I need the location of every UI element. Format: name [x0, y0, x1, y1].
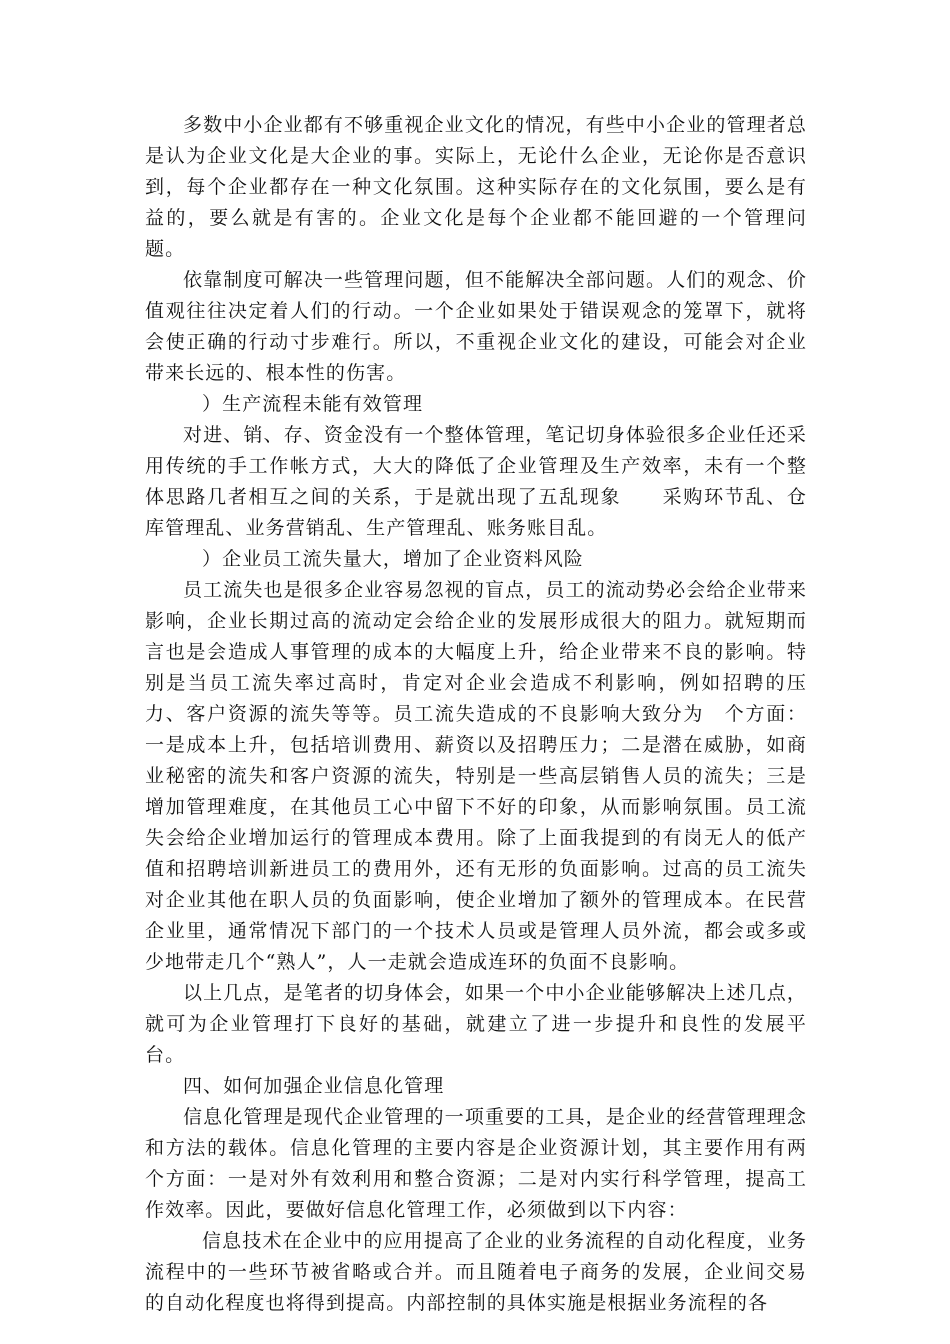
- paragraph-turnover-impact: 员工流失也是很多企业容易忽视的盲点，员工的流动势必会给企业带来影响，企业长期过高的流动定会给企业的发展形成很大的阻力。就短期而言也是会造成人事管理的成本的大幅度上升，给企业带来不良的影响。特别是当员工流失率过高时，肯定对企业会造成不利影响，例如招聘的压力、客户资源的流失等等。员工流失造成的不良影响大致分为 个方面：一是成本上升，包括培训费用、薪资以及招聘压力；二是潜在威胁，如商业秘密的流失和客户资源的流失，特别是一些高层销售人员的流失；三是增加管理难度，在其他员工心中留下不好的印象，从而影响氛围。员工流失会给企业增加运行的管理成本费用。除了上面我提到的有岗无人的低产值和招聘培训新进员工的费用外，还有无形的负面影响。过高的员工流失对企业其他在职人员的负面影响，使企业增加了额外的管理成本。在民营企业里，通常情况下部门的一个技术人员或是管理人员外流，都会或多或少地带走几个“熟人”，人一走就会造成连环的负面不良影响。: [145, 579, 807, 973]
- paragraph-system-vs-culture: 依靠制度可解决一些管理问题，但不能解决全部问题。人们的观念、价值观往往决定着人们的行动。一个企业如果处于错误观念的笼罩下，就将会使正确的行动寸步难行。所以，不重视企业文化的建设，可能会对企业带来长远的、根本性的伤害。: [145, 269, 807, 384]
- paragraph-information-technology: 信息技术在企业中的应用提高了企业的业务流程的自动化程度，业务流程中的一些环节被省略或合并。而且随着电子商务的发展，企业间交易的自动化程度也将得到提高。内部控制的具体实施是根据业务流程的各: [145, 1230, 807, 1314]
- heading-section-four: 四、如何加强企业信息化管理: [183, 1075, 445, 1097]
- paragraph-summary: 以上几点，是笔者的切身体会，如果一个中小企业能够解决上述几点，就可为企业管理打下良好的基础，就建立了进一步提升和良性的发展平台。: [145, 982, 807, 1066]
- heading-production-process: ）生产流程未能有效管理: [202, 393, 424, 415]
- paragraph-corporate-culture-neglect: 多数中小企业都有不够重视企业文化的情况，有些中小企业的管理者总是认为企业文化是大企业的事。实际上，无论什么企业，无论你是否意识到，每个企业都存在一种文化氛围。这种实际存在的文化氛围，要么是有益的，要么就是有害的。企业文化是每个企业都不能回避的一个管理问题。: [145, 114, 807, 260]
- paragraph-five-chaos: 对进、销、存、资金没有一个整体管理，笔记切身体验很多企业任还采用传统的手工作帐方式，大大的降低了企业管理及生产效率，未有一个整体思路几者相互之间的关系，于是就出现了五乱现象 采购环节乱、仓库管理乱、业务营销乱、生产管理乱、账务账目乱。: [145, 424, 807, 539]
- document-page: [145, 110, 807, 1319]
- paragraph-information-management: 信息化管理是现代企业管理的一项重要的工具，是企业的经营管理理念和方法的载体。信息化管理的主要内容是企业资源计划，其主要作用有两个方面：一是对外有效利用和整合资源；二是对内实行科学管理，提高工作效率。因此，要做好信息化管理工作，必须做到以下内容：: [145, 1106, 807, 1221]
- heading-employee-turnover: ）企业员工流失量大，增加了企业资料风险: [202, 548, 584, 570]
